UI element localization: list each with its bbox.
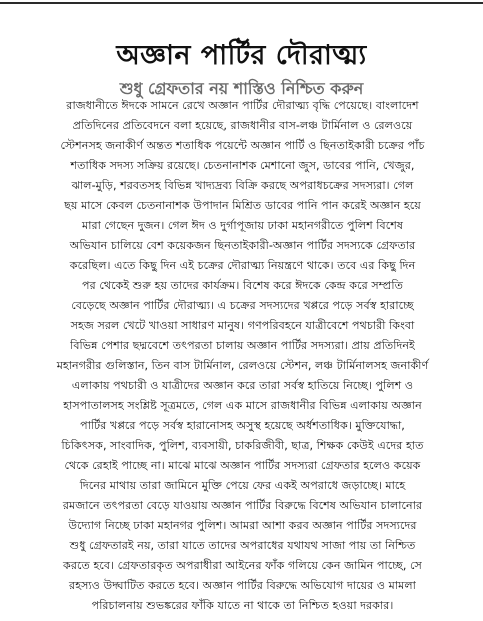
body-line: উদ্যোগ নিচ্ছে ঢাকা মহানগর পুলিশ। আমরা আশা করব অজ্ঞান পার্টির সদস্যদের [68, 519, 417, 532]
editorial-body [10, 96, 475, 616]
body-line: ঝাল-মুড়ি, শরবতসহ বিভিন্ন খাদ্যদ্রব্য বিক্রি করছে অপরাধচক্রের সদস্যরা। গেল [71, 179, 414, 192]
body-line: শুধু গ্রেফতারই নয়, তারা যাতে তাদের অপরাধের যথাযথ সাজা পায় তা নিশ্চিত [69, 539, 416, 552]
body-line: বিভিন্ন পেশার ছদ্মবেশে তৎপরতা চালায় অজ্ঞান পার্টির সদস্যরা। প্রায় প্রতিদিনই [70, 339, 415, 352]
top-rule-line [0, 2, 483, 4]
body-line: রাজধানীতে ঈদকে সামনে রেখে অজ্ঞান পার্টির দৌরাত্ম্য বৃদ্ধি পেয়েছে। বাংলাদেশ [66, 99, 419, 112]
body-line: করতে হবে। গ্রেফতারকৃত অপরাধীরা আইনের ফাঁক গলিয়ে কেন জামিন পাচ্ছে, সে [63, 559, 422, 572]
body-line: পর থেকেই শুরু হয় তাদের কার্যক্রম। বিশেষ করে ঈদকে কেন্দ্র করে সম্প্রতি [82, 279, 403, 292]
body-line: হাসপাতালসহ সংশ্লিষ্ট সূত্রমতে, গেল এক মাসে রাজধানীর বিভিন্ন এলাকায় অজ্ঞান [63, 399, 422, 412]
body-line: চিকিৎসক, সাংবাদিক, পুলিশ, ব্যবসায়ী, চাকরিজীবী, ছাত্র, শিক্ষক কেউই এদের হাত [61, 439, 424, 452]
body-line: অভিযান চালিয়ে বেশ কয়েকজন ছিনতাইকারী-অজ্ঞান পার্টির সদস্যকে গ্রেফতার [69, 239, 416, 252]
body-line: সহজ সরল খেটে খাওয়া সাধারণ মানুষ। গণপরিবহনে যাত্রীবেশে পথচারী কিংবা [70, 319, 415, 332]
body-line: এলাকায় পথচারী ও যাত্রীদের অজ্ঞান করে তারা সর্বস্ব হাতিয়ে নিচ্ছে। পুলিশ ও [71, 379, 414, 392]
top-border-rule [0, 0, 483, 9]
body-line: শতাধিক সদস্য সক্রিয় রয়েছে। চেতনানাশক মেশানো জুস, ডাবের পানি, খেজুর, [70, 159, 415, 172]
body-line: বেড়েছে অজ্ঞান পার্টির দৌরাত্ম্য। এ চক্রের সদস্যদের খপ্পরে পড়ে সর্বস্ব হারাচ্ছে [71, 299, 414, 312]
editorial-subheadline: শুধু গ্রেফতার নয় শাস্তিও নিশ্চিত করুন [119, 79, 364, 99]
body-line: প্রতিদিনের প্রতিবেদনে বলা হয়েছে, রাজধানীর বাস-লঞ্চ টার্মিনাল ও রেলওয়ে [72, 119, 413, 132]
body-line: রহস্যও উদ্ঘাটিত করতে হবে। অজ্ঞান পার্টির বিরুদ্ধে অভিযোগ দায়ের ও মামলা [69, 579, 416, 592]
body-line: মহানগরীর গুলিস্তান, তিন বাস টার্মিনাল, রেলওয়ে স্টেশন, লঞ্চ টার্মিনালসহ জনাকীর্ণ [56, 359, 429, 372]
body-line: রমজানে তৎপরতা বেড়ে যাওয়ায় অজ্ঞান পার্টির বিরুদ্ধে বিশেষ অভিযান চালানোর [62, 499, 423, 512]
body-line: ছয় মাসে কেবল চেতনানাশক উপাদান মিশ্রিত ডাবের পানি পান করেই অজ্ঞান হয়ে [64, 199, 421, 212]
body-line: পার্টির খপ্পরে পড়ে সর্বস্ব হারানোসহ অসুস্থ হয়েছে অর্ধশতাধিক। মুক্তিযোদ্ধা, [80, 419, 405, 432]
body-line: দিনের মাথায় তারা জামিনে মুক্তি পেয়ে ফের একই অপরাধে জড়াচ্ছে। মাহে [79, 479, 406, 492]
editorial-headline: অজ্ঞান পার্টির দৌরাত্ম্য [116, 40, 367, 72]
body-line: স্টেশনসহ জনাকীর্ণ অন্তত শতাধিক পয়েন্টে অজ্ঞান পার্টি ও ছিনতাইকারী চক্রের পাঁচ [60, 139, 425, 152]
body-line: পরিচালনায় শুভঙ্করের ফাঁকি যাতে না থাকে তা নিশ্চিত হওয়া দরকার। [91, 599, 394, 612]
body-line: মারা গেছেন দুজন। গেল ঈদ ও দুর্গাপূজায় ঢাকা মহানগরীতে পুলিশ বিশেষ [81, 219, 403, 232]
body-line: থেকে রেহাই পাচ্ছে না। মাঝে মাঝে অজ্ঞান পার্টির সদস্যরা গ্রেফতার হলেও কয়েক [64, 459, 421, 472]
body-line: করেছিল। এতে কিছু দিন এই চক্রের দৌরাত্ম্য নিয়ন্ত্রণে থাকে। তবে এর কিছু দিন [69, 259, 416, 272]
